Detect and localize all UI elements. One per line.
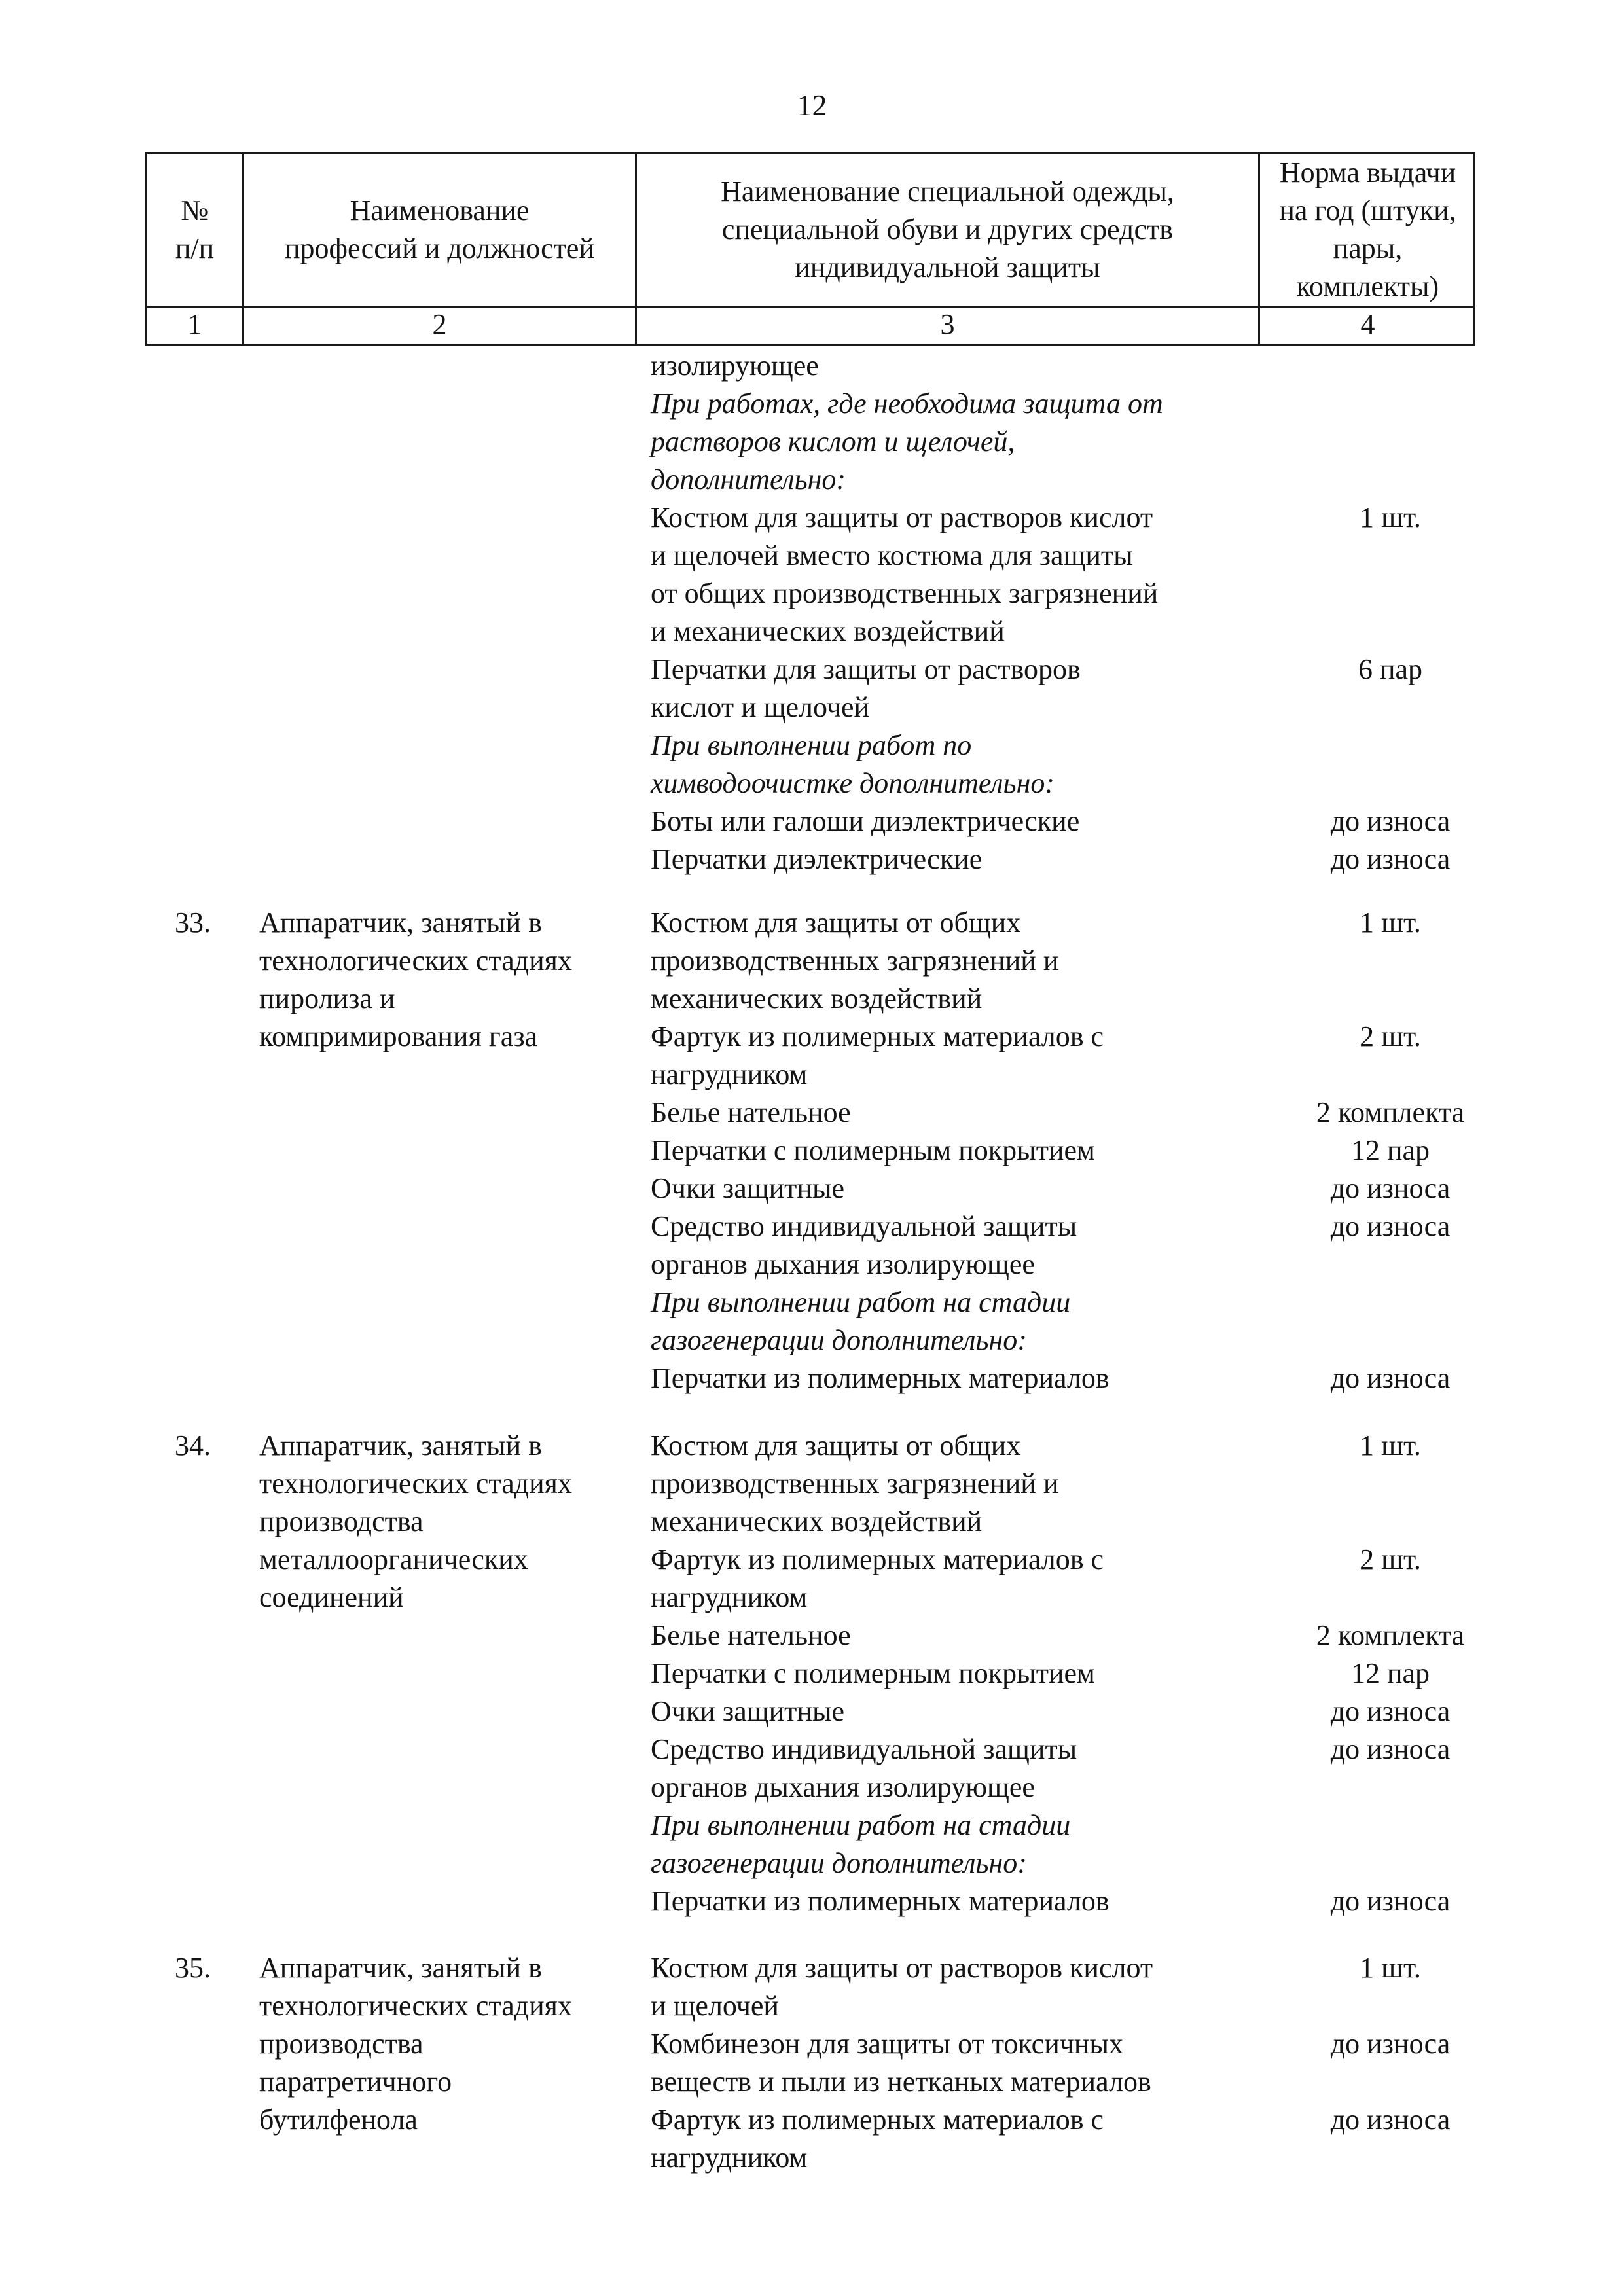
ppe-item: веществ и пыли из нетканых материалов [651, 2066, 1151, 2098]
ppe-item: Перчатки с полимерным покрытием [651, 1134, 1095, 1166]
header-text: Норма выдачи [1279, 156, 1456, 188]
column-number: 1 [187, 308, 202, 340]
ppe-item: механических воздействий [651, 982, 983, 1014]
ppe-item: изолирующее [651, 350, 819, 382]
ppe-item: Белье нательное [651, 1096, 851, 1128]
issue-norm: до износа [1330, 1885, 1451, 1917]
header-col2 [244, 154, 635, 306]
header-text: комплекты) [1296, 270, 1439, 302]
ppe-item: Фартук из полимерных материалов с [651, 2104, 1104, 2136]
issue-norm: 1 шт. [1360, 1952, 1421, 1984]
column-number: 4 [1360, 308, 1375, 340]
issue-norm: 2 комплекта [1316, 1619, 1465, 1651]
ppe-item: органов дыхания изолирующее [651, 1248, 1035, 1280]
issue-norm: 1 шт. [1360, 906, 1421, 939]
profession-name: компримирования газа [259, 1020, 538, 1052]
ppe-item: кислот и щелочей [651, 691, 870, 723]
header-col3 [637, 154, 1258, 306]
header-text: пары, [1333, 232, 1403, 264]
ppe-item: от общих производственных загрязнений [651, 577, 1159, 609]
condition-note: При работах, где необходима защита от [651, 387, 1163, 420]
ppe-item: Средство индивидуальной защиты [651, 1210, 1077, 1242]
profession-name: производства [259, 2028, 424, 2060]
row-number: 34. [175, 1429, 211, 1462]
header-text: индивидуальной защиты [795, 251, 1100, 283]
ppe-item: нагрудником [651, 1581, 808, 1613]
issue-norm: 6 пар [1358, 653, 1423, 685]
condition-note: При выполнении работ на стадии [651, 1286, 1071, 1318]
ppe-item: Белье нательное [651, 1619, 851, 1651]
header-text: п/п [175, 232, 215, 264]
issue-norm: до износа [1330, 843, 1451, 875]
ppe-item: органов дыхания изолирующее [651, 1771, 1035, 1803]
issue-norm: 1 шт. [1360, 1429, 1421, 1462]
ppe-item: Очки защитные [651, 1172, 845, 1204]
condition-note: газогенерации дополнительно: [651, 1324, 1027, 1356]
issue-norm: до износа [1330, 1172, 1451, 1204]
profession-name: металлоорганических [259, 1543, 528, 1575]
ppe-item: Костюм для защиты от растворов кислот [651, 501, 1153, 533]
ppe-item: Костюм для защиты от общих [651, 906, 1021, 939]
ppe-item: и механических воздействий [651, 615, 1005, 647]
condition-note: химводоочистке дополнительно: [651, 767, 1055, 799]
issue-norm: до износа [1330, 1695, 1451, 1727]
condition-note: газогенерации дополнительно: [651, 1847, 1027, 1879]
ppe-item: Перчатки из полимерных материалов [651, 1885, 1110, 1917]
ppe-item: Боты или галоши диэлектрические [651, 805, 1080, 837]
ppe-item: Перчатки диэлектрические [651, 843, 983, 875]
header-text: Наименование специальной одежды, [721, 175, 1174, 207]
issue-norm: до износа [1330, 805, 1451, 837]
header-text: Наименование [350, 194, 530, 226]
ppe-item: Костюм для защиты от общих [651, 1429, 1021, 1462]
ppe-item: Перчатки для защиты от растворов [651, 653, 1081, 685]
ppe-item: Очки защитные [651, 1695, 845, 1727]
issue-norm: 2 шт. [1360, 1543, 1421, 1575]
issue-norm: 2 комплекта [1316, 1096, 1465, 1128]
profession-name: паратретичного [259, 2066, 452, 2098]
header-col4 [1260, 154, 1475, 306]
ppe-item: Перчатки из полимерных материалов [651, 1362, 1110, 1394]
profession-name: производства [259, 1505, 424, 1537]
issue-norm: до износа [1330, 1210, 1451, 1242]
issue-norm: 12 пар [1350, 1657, 1430, 1689]
profession-name: бутилфенола [259, 2104, 418, 2136]
ppe-item: Фартук из полимерных материалов с [651, 1543, 1104, 1575]
ppe-item: нагрудником [651, 2142, 808, 2174]
profession-name: технологических стадиях [259, 944, 572, 977]
ppe-item: Перчатки с полимерным покрытием [651, 1657, 1095, 1689]
header-text: профессий и должностей [284, 232, 595, 264]
condition-note: При выполнении работ на стадии [651, 1809, 1071, 1841]
table-header [145, 152, 1475, 346]
condition-note: При выполнении работ по [651, 729, 972, 761]
row-number: 35. [175, 1952, 211, 1984]
profession-name: соединений [259, 1581, 404, 1613]
header-text: № [181, 194, 209, 226]
profession-name: Аппаратчик, занятый в [259, 1952, 542, 1984]
profession-name: технологических стадиях [259, 1467, 572, 1499]
profession-name: Аппаратчик, занятый в [259, 1429, 542, 1462]
header-col1 [147, 154, 242, 306]
ppe-item: механических воздействий [651, 1505, 983, 1537]
column-number: 3 [940, 308, 955, 340]
profession-name: технологических стадиях [259, 1990, 572, 2022]
profession-name: Аппаратчик, занятый в [259, 906, 542, 939]
page-number: 12 [797, 88, 827, 122]
ppe-item: и щелочей вместо костюма для защиты [651, 539, 1133, 571]
ppe-item: Средство индивидуальной защиты [651, 1733, 1077, 1765]
column-number: 2 [432, 308, 447, 340]
issue-norm: до износа [1330, 2028, 1451, 2060]
profession-name: пиролиза и [259, 982, 395, 1014]
issue-norm: 12 пар [1350, 1134, 1430, 1166]
issue-norm: 1 шт. [1360, 501, 1421, 533]
ppe-item: Костюм для защиты от растворов кислот [651, 1952, 1153, 1984]
row-number: 33. [175, 906, 211, 939]
condition-note: дополнительно: [651, 463, 846, 495]
ppe-item: и щелочей [651, 1990, 779, 2022]
issue-norm: до износа [1330, 1362, 1451, 1394]
issue-norm: до износа [1330, 2104, 1451, 2136]
condition-note: растворов кислот и щелочей, [651, 425, 1015, 457]
ppe-item: производственных загрязнений и [651, 944, 1059, 977]
ppe-item: производственных загрязнений и [651, 1467, 1059, 1499]
ppe-item: Фартук из полимерных материалов с [651, 1020, 1104, 1052]
ppe-item: нагрудником [651, 1058, 808, 1090]
ppe-item: Комбинезон для защиты от токсичных [651, 2028, 1123, 2060]
issue-norm: до износа [1330, 1733, 1451, 1765]
header-text: на год (штуки, [1279, 194, 1456, 226]
issue-norm: 2 шт. [1360, 1020, 1421, 1052]
header-text: специальной обуви и других средств [721, 213, 1174, 245]
